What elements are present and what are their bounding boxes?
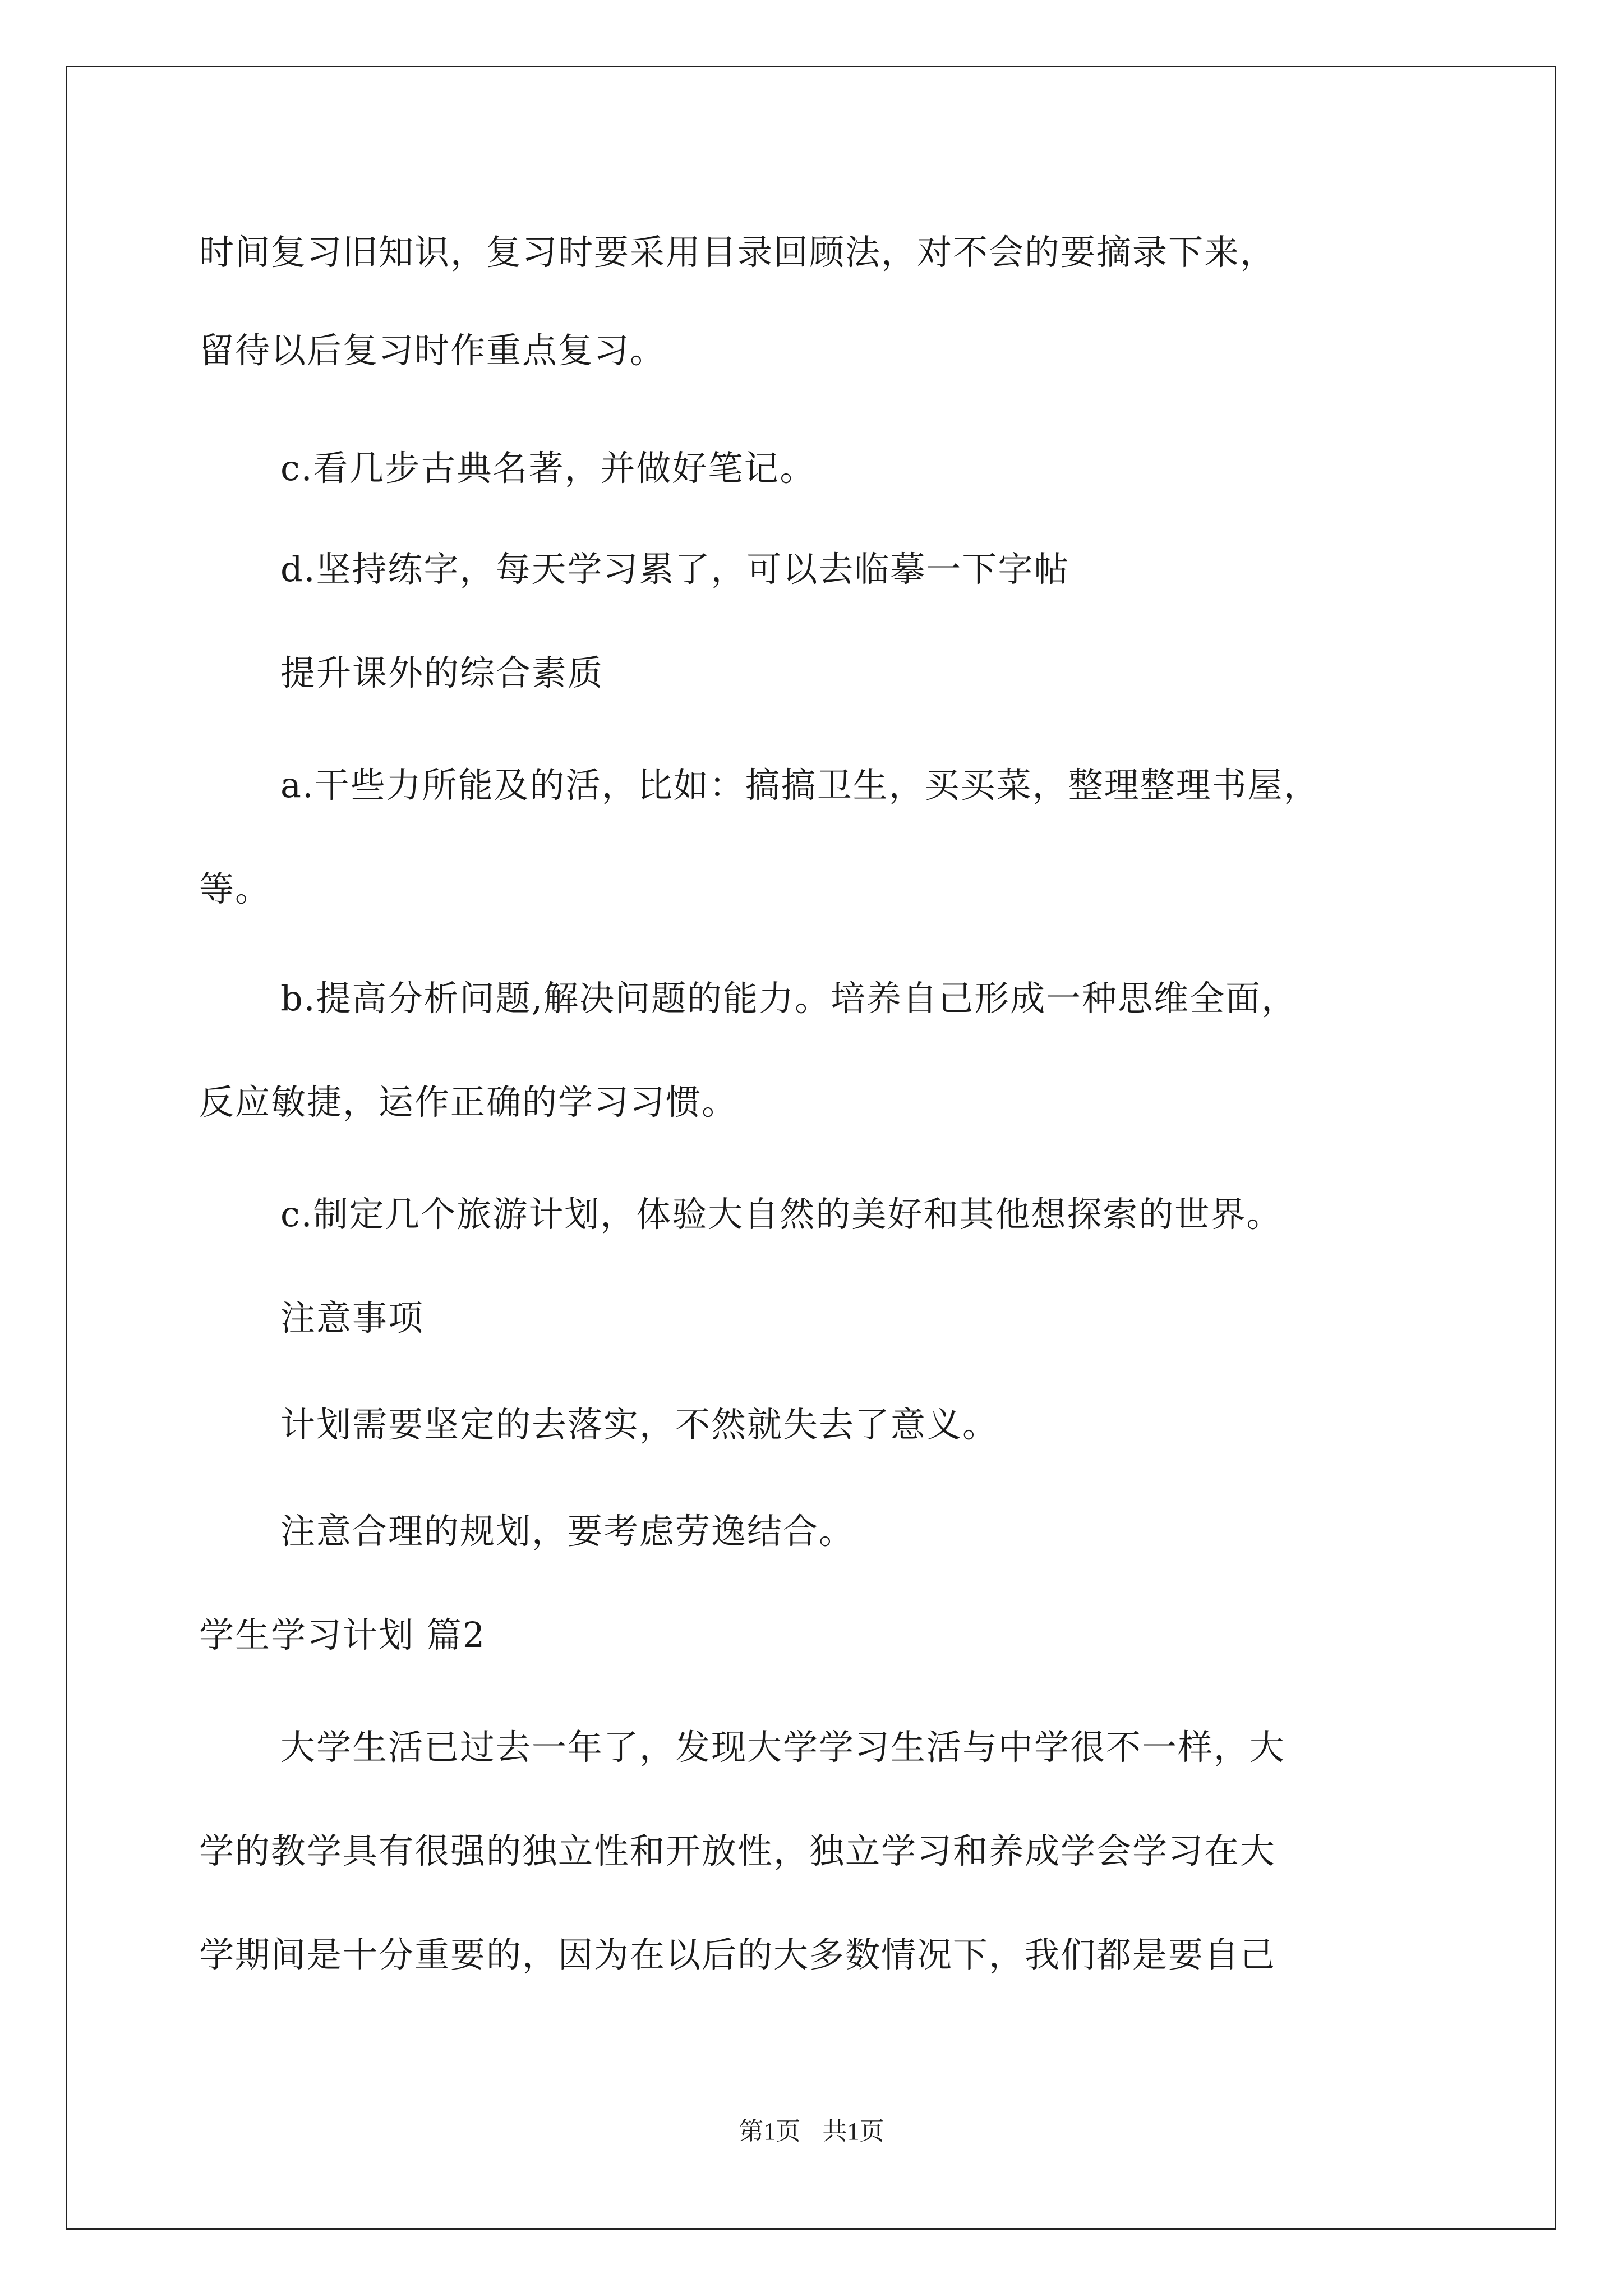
page-number: 第1页 xyxy=(739,2118,801,2145)
list-item: c.制定几个旅游计划，体验大自然的美好和其他想探索的世界。 xyxy=(280,1194,1283,1235)
page-footer xyxy=(0,2115,1623,2148)
section-heading: 注意事项 xyxy=(280,1297,425,1338)
paragraph-line: 学期间是十分重要的，因为在以后的大多数情况下，我们都是要自己 xyxy=(199,1934,1276,1975)
page-border xyxy=(66,66,1556,2230)
list-item: b.提高分析问题,解决问题的能力。培养自己形成一种思维全面， xyxy=(280,978,1298,1019)
page-total: 共1页 xyxy=(822,2118,884,2145)
text-line: 留待以后复习时作重点复习。 xyxy=(199,330,666,371)
text-line: 计划需要坚定的去落实，不然就失去了意义。 xyxy=(280,1404,999,1445)
list-item: a.干些力所能及的活，比如：搞搞卫生，买买菜，整理整理书屋， xyxy=(280,765,1320,806)
text-line: 注意合理的规划，要考虑劳逸结合。 xyxy=(280,1511,855,1552)
article-title: 学生学习计划 篇2 xyxy=(199,1614,486,1655)
list-item: c.看几步古典名著，并做好笔记。 xyxy=(280,448,816,489)
text-line: 等。 xyxy=(199,868,271,909)
section-heading: 提升课外的综合素质 xyxy=(280,652,604,693)
text-line: 时间复习旧知识，复习时要采用目录回顾法，对不会的要摘录下来， xyxy=(199,232,1276,273)
paragraph-line: 大学生活已过去一年了，发现大学学习生活与中学很不一样，大 xyxy=(280,1727,1286,1768)
text-line: 反应敏捷，运作正确的学习习惯。 xyxy=(199,1082,738,1122)
list-item: d.坚持练字，每天学习累了，可以去临摹一下字帖 xyxy=(280,549,1070,590)
paragraph-line: 学的教学具有很强的独立性和开放性，独立学习和养成学会学习在大 xyxy=(199,1830,1276,1871)
